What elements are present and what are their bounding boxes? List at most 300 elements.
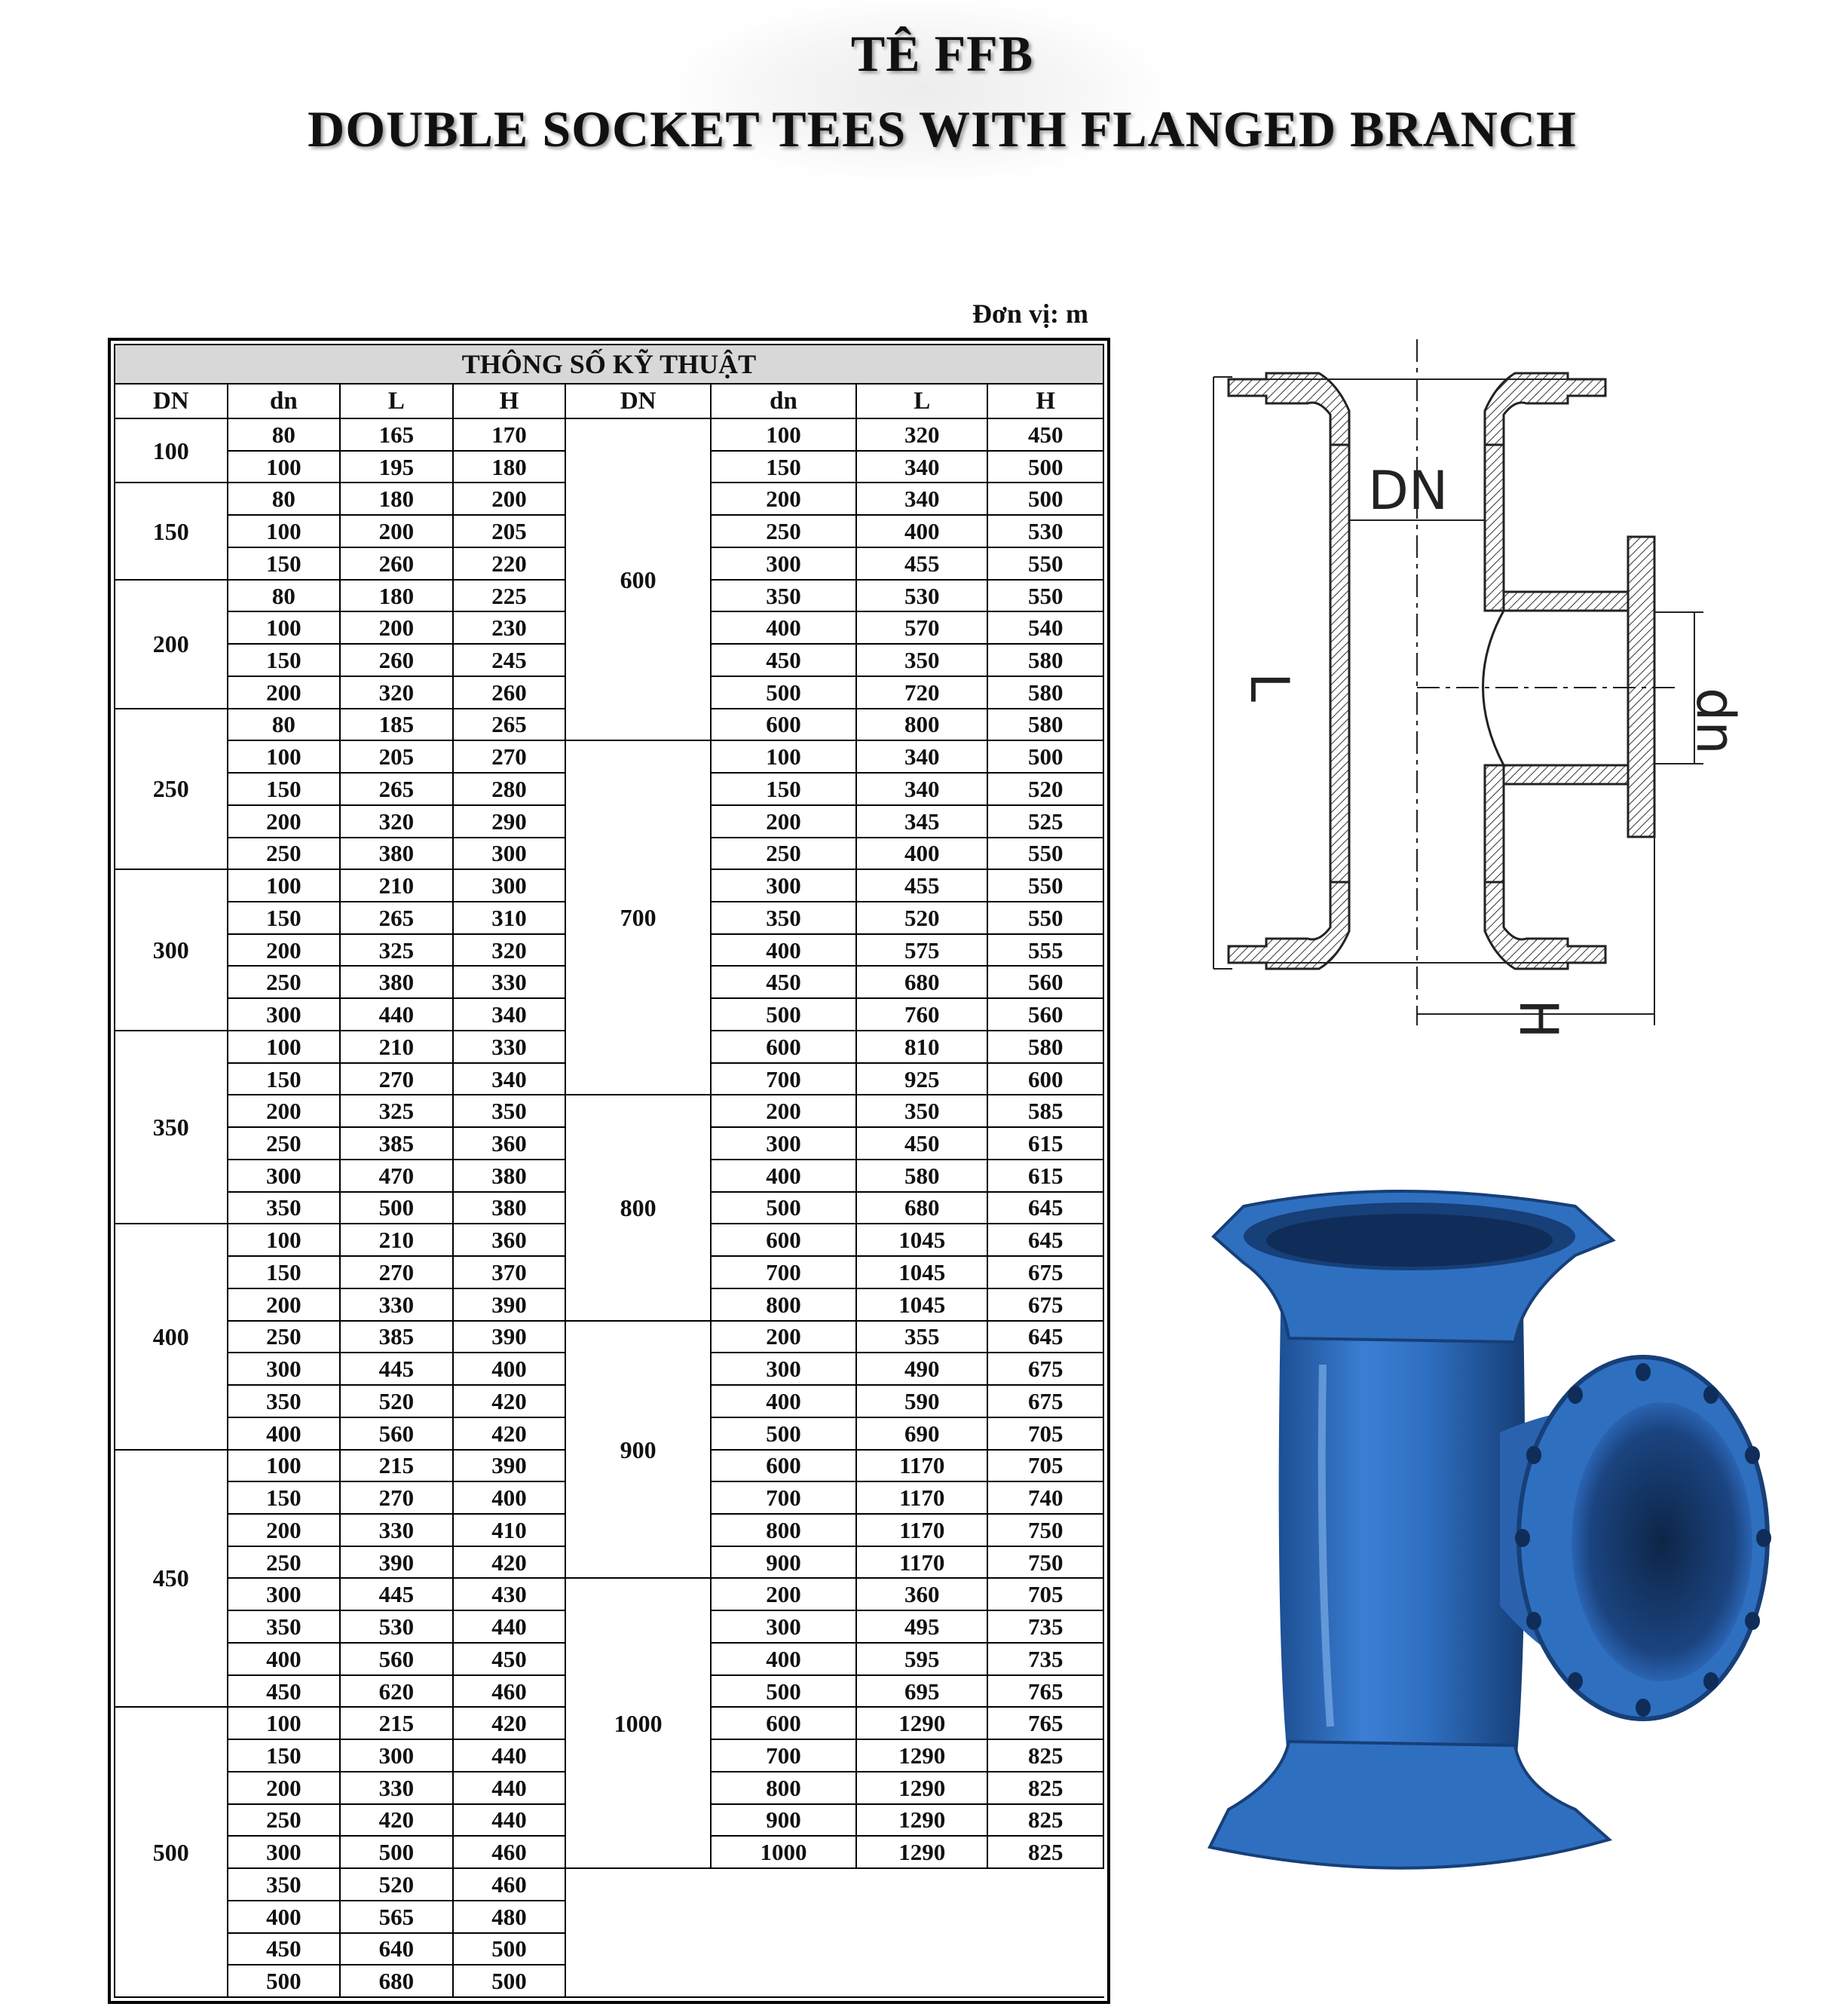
table-cell: 210 bbox=[340, 1224, 453, 1256]
table-cell: 320 bbox=[453, 934, 566, 967]
table-cell: 1290 bbox=[856, 1836, 987, 1868]
table-cell: 500 bbox=[711, 676, 856, 709]
right-dn-group: 1000 bbox=[565, 1578, 711, 1868]
table-cell: 1045 bbox=[856, 1256, 987, 1288]
table-cell: 520 bbox=[987, 773, 1103, 805]
table-cell: 470 bbox=[340, 1160, 453, 1192]
table-cell: 530 bbox=[987, 515, 1103, 547]
table-cell: 330 bbox=[340, 1288, 453, 1321]
table-cell: 640 bbox=[340, 1933, 453, 1965]
table-cell: 300 bbox=[228, 1836, 341, 1868]
column-header: DN bbox=[565, 384, 711, 418]
table-cell: 340 bbox=[453, 998, 566, 1031]
table-cell: 500 bbox=[228, 1965, 341, 1997]
table-cell: 1170 bbox=[856, 1481, 987, 1514]
barrel-right-wall-bottom bbox=[1485, 765, 1504, 882]
table-cell: 445 bbox=[340, 1578, 453, 1610]
table-cell: 705 bbox=[987, 1578, 1103, 1610]
table-cell: 500 bbox=[340, 1836, 453, 1868]
page-title-vi: TÊ FFB bbox=[850, 25, 1034, 82]
table-cell: 100 bbox=[228, 869, 341, 902]
table-cell: 100 bbox=[228, 1707, 341, 1739]
table-cell: 600 bbox=[711, 1031, 856, 1063]
table-cell: 150 bbox=[228, 773, 341, 805]
left-dn-group: 350 bbox=[115, 1031, 228, 1224]
table-cell: 925 bbox=[856, 1063, 987, 1095]
top-right-flange bbox=[1485, 373, 1605, 445]
dim-L-label: L bbox=[1238, 673, 1300, 702]
table-cell: 270 bbox=[453, 740, 566, 773]
table-cell: 750 bbox=[987, 1546, 1103, 1579]
table-cell: 350 bbox=[228, 1192, 341, 1224]
table-cell: 615 bbox=[987, 1160, 1103, 1192]
table-cell: 100 bbox=[711, 418, 856, 451]
table-cell: 450 bbox=[228, 1675, 341, 1708]
table-cell: 560 bbox=[987, 966, 1103, 998]
table-cell: 270 bbox=[340, 1256, 453, 1288]
column-header: H bbox=[453, 384, 566, 418]
table-cell: 800 bbox=[711, 1514, 856, 1546]
table-cell: 410 bbox=[453, 1514, 566, 1546]
table-cell: 440 bbox=[453, 1772, 566, 1804]
table-cell: 400 bbox=[856, 515, 987, 547]
table-cell: 200 bbox=[228, 934, 341, 967]
table-cell: 720 bbox=[856, 676, 987, 709]
table-cell: 150 bbox=[711, 773, 856, 805]
table-cell: 530 bbox=[856, 580, 987, 612]
table-cell: 325 bbox=[340, 1095, 453, 1127]
table-cell: 800 bbox=[711, 1288, 856, 1321]
table-cell: 735 bbox=[987, 1643, 1103, 1675]
table-cell: 150 bbox=[228, 1481, 341, 1514]
dim-dn-label: dn bbox=[1685, 688, 1746, 755]
table-cell: 205 bbox=[453, 515, 566, 547]
table-cell: 550 bbox=[987, 902, 1103, 934]
table-cell: 100 bbox=[228, 515, 341, 547]
left-dn-group: 400 bbox=[115, 1224, 228, 1449]
table-cell: 350 bbox=[453, 1095, 566, 1127]
table-cell: 220 bbox=[453, 547, 566, 580]
table-cell: 500 bbox=[987, 740, 1103, 773]
bottom-right-flange bbox=[1485, 882, 1605, 969]
table-cell: 100 bbox=[228, 1224, 341, 1256]
table-cell: 420 bbox=[453, 1546, 566, 1579]
table-cell: 320 bbox=[856, 418, 987, 451]
table-cell: 600 bbox=[987, 1063, 1103, 1095]
table-cell: 580 bbox=[987, 709, 1103, 741]
table-cell: 645 bbox=[987, 1321, 1103, 1353]
tee-section-drawing bbox=[1206, 332, 1756, 1040]
dim-H-label: H bbox=[1507, 999, 1569, 1039]
table-row bbox=[115, 1868, 1103, 1901]
table-cell: 420 bbox=[453, 1417, 566, 1450]
table-cell: 690 bbox=[856, 1417, 987, 1450]
table-cell: 450 bbox=[228, 1933, 341, 1965]
table-cell: 200 bbox=[228, 1514, 341, 1546]
column-header: L bbox=[340, 384, 453, 418]
table-cell: 340 bbox=[856, 483, 987, 515]
table-cell: 810 bbox=[856, 1031, 987, 1063]
table-cell: 200 bbox=[711, 1321, 856, 1353]
right-dn-group: 900 bbox=[565, 1321, 711, 1579]
table-cell: 1045 bbox=[856, 1288, 987, 1321]
top-left-flange bbox=[1229, 373, 1349, 445]
table-cell: 750 bbox=[987, 1514, 1103, 1546]
table-cell: 195 bbox=[340, 451, 453, 483]
table-cell: 400 bbox=[228, 1643, 341, 1675]
table-cell: 300 bbox=[340, 1739, 453, 1772]
table-cell: 385 bbox=[340, 1127, 453, 1160]
table-cell: 210 bbox=[340, 1031, 453, 1063]
table-cell: 555 bbox=[987, 934, 1103, 967]
table-cell: 700 bbox=[711, 1256, 856, 1288]
table-cell: 100 bbox=[711, 740, 856, 773]
table-cell: 480 bbox=[453, 1901, 566, 1933]
table-cell: 620 bbox=[340, 1675, 453, 1708]
table-cell: 200 bbox=[228, 1095, 341, 1127]
table-cell: 265 bbox=[340, 773, 453, 805]
table-cell: 340 bbox=[856, 773, 987, 805]
table-cell: 560 bbox=[340, 1643, 453, 1675]
table-cell: 150 bbox=[228, 1063, 341, 1095]
table-cell: 420 bbox=[453, 1707, 566, 1739]
table-cell: 350 bbox=[856, 1095, 987, 1127]
table-cell: 400 bbox=[711, 1160, 856, 1192]
table-cell: 825 bbox=[987, 1804, 1103, 1837]
table-cell: 500 bbox=[340, 1192, 453, 1224]
table-cell: 350 bbox=[228, 1610, 341, 1643]
table-cell: 825 bbox=[987, 1739, 1103, 1772]
table-cell: 450 bbox=[987, 418, 1103, 451]
table-cell: 350 bbox=[228, 1385, 341, 1417]
table-cell: 705 bbox=[987, 1417, 1103, 1450]
branch-bottom-wall bbox=[1504, 765, 1628, 784]
table-row bbox=[115, 418, 1103, 451]
table-cell: 530 bbox=[340, 1610, 453, 1643]
table-cell: 390 bbox=[453, 1321, 566, 1353]
table-cell: 900 bbox=[711, 1546, 856, 1579]
table-cell: 360 bbox=[856, 1578, 987, 1610]
table-cell: 270 bbox=[340, 1481, 453, 1514]
table-cell: 495 bbox=[856, 1610, 987, 1643]
table-cell: 675 bbox=[987, 1288, 1103, 1321]
table-cell: 645 bbox=[987, 1224, 1103, 1256]
table-cell: 300 bbox=[228, 1578, 341, 1610]
table-cell: 270 bbox=[340, 1063, 453, 1095]
bottom-left-flange bbox=[1229, 882, 1349, 969]
table-row bbox=[115, 1578, 1103, 1610]
table-cell: 200 bbox=[711, 1095, 856, 1127]
table-cell: 280 bbox=[453, 773, 566, 805]
table-cell: 600 bbox=[711, 1450, 856, 1482]
empty-cell bbox=[565, 1868, 1103, 1997]
unit-label: Đơn vị: m bbox=[972, 299, 1088, 329]
table-cell: 200 bbox=[228, 805, 341, 838]
table-cell: 645 bbox=[987, 1192, 1103, 1224]
table-cell: 550 bbox=[987, 869, 1103, 902]
table-cell: 695 bbox=[856, 1675, 987, 1708]
table-cell: 265 bbox=[340, 902, 453, 934]
table-cell: 300 bbox=[228, 1353, 341, 1385]
table-cell: 575 bbox=[856, 934, 987, 967]
table-cell: 500 bbox=[987, 451, 1103, 483]
table-cell: 200 bbox=[711, 805, 856, 838]
table-cell: 500 bbox=[987, 483, 1103, 515]
table-cell: 445 bbox=[340, 1353, 453, 1385]
table-cell: 100 bbox=[228, 1031, 341, 1063]
table-cell: 245 bbox=[453, 644, 566, 676]
left-dn-group: 100 bbox=[115, 418, 228, 483]
table-cell: 1170 bbox=[856, 1450, 987, 1482]
table-caption-row bbox=[115, 345, 1103, 384]
table-cell: 200 bbox=[228, 1288, 341, 1321]
table-cell: 100 bbox=[228, 1450, 341, 1482]
table-cell: 350 bbox=[228, 1868, 341, 1901]
table-cell: 680 bbox=[856, 1192, 987, 1224]
table-cell: 570 bbox=[856, 611, 987, 644]
table-cell: 600 bbox=[711, 1224, 856, 1256]
table-cell: 150 bbox=[228, 644, 341, 676]
table-cell: 680 bbox=[340, 1965, 453, 1997]
table-cell: 340 bbox=[856, 451, 987, 483]
table-cell: 400 bbox=[711, 611, 856, 644]
column-header: H bbox=[987, 384, 1103, 418]
table-cell: 765 bbox=[987, 1675, 1103, 1708]
table-cell: 700 bbox=[711, 1481, 856, 1514]
left-dn-group: 250 bbox=[115, 709, 228, 870]
table-cell: 735 bbox=[987, 1610, 1103, 1643]
table-cell: 380 bbox=[340, 838, 453, 870]
table-cell: 300 bbox=[228, 1160, 341, 1192]
table-cell: 460 bbox=[453, 1675, 566, 1708]
table-cell: 550 bbox=[987, 838, 1103, 870]
table-cell: 265 bbox=[453, 709, 566, 741]
table-cell: 500 bbox=[711, 1417, 856, 1450]
table-cell: 400 bbox=[711, 1643, 856, 1675]
barrel-body bbox=[1279, 1274, 1526, 1779]
table-cell: 500 bbox=[453, 1933, 566, 1965]
branch-opening bbox=[1572, 1402, 1752, 1681]
table-cell: 675 bbox=[987, 1256, 1103, 1288]
table-cell: 450 bbox=[453, 1643, 566, 1675]
bottom-socket bbox=[1210, 1742, 1609, 1868]
table-cell: 300 bbox=[228, 998, 341, 1031]
left-dn-group: 300 bbox=[115, 869, 228, 1031]
table-cell: 300 bbox=[711, 1127, 856, 1160]
table-cell: 300 bbox=[711, 1610, 856, 1643]
table-cell: 350 bbox=[711, 902, 856, 934]
table-cell: 385 bbox=[340, 1321, 453, 1353]
table-cell: 250 bbox=[228, 1127, 341, 1160]
right-dn-group: 600 bbox=[565, 418, 711, 740]
table-cell: 580 bbox=[987, 676, 1103, 709]
table-cell: 185 bbox=[340, 709, 453, 741]
table-cell: 700 bbox=[711, 1739, 856, 1772]
table-cell: 200 bbox=[711, 483, 856, 515]
table-cell: 260 bbox=[340, 644, 453, 676]
table-cell: 100 bbox=[228, 451, 341, 483]
table-cell: 440 bbox=[340, 998, 453, 1031]
page-title-en: DOUBLE SOCKET TEES WITH FLANGED BRANCH bbox=[308, 100, 1577, 158]
left-dn-group: 450 bbox=[115, 1450, 228, 1708]
left-dn-group: 200 bbox=[115, 580, 228, 709]
table-cell: 800 bbox=[711, 1772, 856, 1804]
dim-DN-label: DN bbox=[1368, 460, 1449, 522]
table-cell: 360 bbox=[453, 1224, 566, 1256]
table-cell: 150 bbox=[228, 1739, 341, 1772]
table-cell: 250 bbox=[228, 966, 341, 998]
table-cell: 1290 bbox=[856, 1804, 987, 1837]
table-cell: 705 bbox=[987, 1450, 1103, 1482]
table-cell: 450 bbox=[856, 1127, 987, 1160]
table-cell: 580 bbox=[987, 1031, 1103, 1063]
table-cell: 400 bbox=[711, 1385, 856, 1417]
table-cell: 390 bbox=[453, 1288, 566, 1321]
table-cell: 1170 bbox=[856, 1514, 987, 1546]
table-cell: 400 bbox=[453, 1481, 566, 1514]
table-cell: 80 bbox=[228, 483, 341, 515]
table-cell: 550 bbox=[987, 580, 1103, 612]
table-header-row bbox=[115, 384, 1103, 418]
table-cell: 215 bbox=[340, 1707, 453, 1739]
table-cell: 450 bbox=[711, 644, 856, 676]
table-cell: 165 bbox=[340, 418, 453, 451]
table-cell: 540 bbox=[987, 611, 1103, 644]
column-header: L bbox=[856, 384, 987, 418]
barrel-left-wall bbox=[1330, 445, 1349, 882]
table-cell: 380 bbox=[453, 1192, 566, 1224]
table-cell: 250 bbox=[228, 838, 341, 870]
table-cell: 525 bbox=[987, 805, 1103, 838]
table-cell: 325 bbox=[340, 934, 453, 967]
table-cell: 330 bbox=[453, 966, 566, 998]
table-cell: 150 bbox=[228, 902, 341, 934]
spec-table-frame bbox=[108, 338, 1110, 2004]
table-cell: 615 bbox=[987, 1127, 1103, 1160]
table-cell: 340 bbox=[453, 1063, 566, 1095]
table-cell: 400 bbox=[711, 934, 856, 967]
table-cell: 460 bbox=[453, 1868, 566, 1901]
table-cell: 500 bbox=[711, 1675, 856, 1708]
table-cell: 355 bbox=[856, 1321, 987, 1353]
table-cell: 360 bbox=[453, 1127, 566, 1160]
table-cell: 300 bbox=[711, 547, 856, 580]
table-cell: 430 bbox=[453, 1578, 566, 1610]
table-cell: 420 bbox=[453, 1385, 566, 1417]
table-cell: 1290 bbox=[856, 1772, 987, 1804]
table-cell: 400 bbox=[453, 1353, 566, 1385]
table-cell: 330 bbox=[453, 1031, 566, 1063]
table-row bbox=[115, 1321, 1103, 1353]
table-cell: 350 bbox=[711, 580, 856, 612]
table-cell: 250 bbox=[228, 1546, 341, 1579]
left-dn-group: 500 bbox=[115, 1707, 228, 1997]
table-cell: 320 bbox=[340, 805, 453, 838]
table-cell: 290 bbox=[453, 805, 566, 838]
table-cell: 760 bbox=[856, 998, 987, 1031]
table-cell: 440 bbox=[453, 1739, 566, 1772]
table-cell: 80 bbox=[228, 418, 341, 451]
table-cell: 565 bbox=[340, 1901, 453, 1933]
table-cell: 520 bbox=[856, 902, 987, 934]
table-cell: 390 bbox=[453, 1450, 566, 1482]
column-header: dn bbox=[228, 384, 341, 418]
table-cell: 215 bbox=[340, 1450, 453, 1482]
table-cell: 200 bbox=[228, 676, 341, 709]
right-dn-group: 800 bbox=[565, 1095, 711, 1320]
table-row bbox=[115, 1095, 1103, 1127]
table-cell: 460 bbox=[453, 1836, 566, 1868]
table-cell: 200 bbox=[340, 611, 453, 644]
table-cell: 520 bbox=[340, 1868, 453, 1901]
table-cell: 500 bbox=[711, 998, 856, 1031]
table-cell: 500 bbox=[453, 1965, 566, 1997]
table-cell: 675 bbox=[987, 1385, 1103, 1417]
table-cell: 740 bbox=[987, 1481, 1103, 1514]
table-cell: 370 bbox=[453, 1256, 566, 1288]
table-cell: 300 bbox=[453, 838, 566, 870]
table-cell: 440 bbox=[453, 1804, 566, 1837]
table-cell: 420 bbox=[340, 1804, 453, 1837]
table-cell: 300 bbox=[711, 1353, 856, 1385]
table-cell: 1045 bbox=[856, 1224, 987, 1256]
table-cell: 80 bbox=[228, 709, 341, 741]
table-cell: 150 bbox=[228, 1256, 341, 1288]
table-cell: 490 bbox=[856, 1353, 987, 1385]
table-cell: 600 bbox=[711, 709, 856, 741]
table-cell: 500 bbox=[711, 1192, 856, 1224]
table-cell: 440 bbox=[453, 1610, 566, 1643]
table-cell: 260 bbox=[453, 676, 566, 709]
table-cell: 230 bbox=[453, 611, 566, 644]
table-cell: 560 bbox=[340, 1417, 453, 1450]
table-cell: 560 bbox=[987, 998, 1103, 1031]
table-cell: 580 bbox=[856, 1160, 987, 1192]
table-cell: 380 bbox=[453, 1160, 566, 1192]
table-cell: 300 bbox=[711, 869, 856, 902]
table-cell: 340 bbox=[856, 740, 987, 773]
tee-product-illustration bbox=[1198, 1184, 1786, 1900]
table-cell: 320 bbox=[340, 676, 453, 709]
table-cell: 1170 bbox=[856, 1546, 987, 1579]
table-cell: 100 bbox=[228, 611, 341, 644]
table-cell: 180 bbox=[340, 483, 453, 515]
table-cell: 595 bbox=[856, 1643, 987, 1675]
table-cell: 700 bbox=[711, 1063, 856, 1095]
table-cell: 180 bbox=[340, 580, 453, 612]
table-cell: 80 bbox=[228, 580, 341, 612]
table-cell: 250 bbox=[711, 515, 856, 547]
table-cell: 450 bbox=[711, 966, 856, 998]
table-cell: 520 bbox=[340, 1385, 453, 1417]
table-cell: 550 bbox=[987, 547, 1103, 580]
table-caption: THÔNG SỐ KỸ THUẬT bbox=[115, 345, 1103, 384]
table-cell: 180 bbox=[453, 451, 566, 483]
table-cell: 590 bbox=[856, 1385, 987, 1417]
table-cell: 400 bbox=[228, 1901, 341, 1933]
spec-table bbox=[114, 344, 1104, 1998]
table-cell: 1290 bbox=[856, 1739, 987, 1772]
table-cell: 825 bbox=[987, 1836, 1103, 1868]
table-cell: 800 bbox=[856, 709, 987, 741]
table-row bbox=[115, 740, 1103, 773]
barrel-right-wall-top bbox=[1485, 445, 1504, 611]
table-cell: 150 bbox=[228, 547, 341, 580]
table-cell: 1000 bbox=[711, 1836, 856, 1868]
table-cell: 225 bbox=[453, 580, 566, 612]
table-cell: 250 bbox=[711, 838, 856, 870]
table-cell: 100 bbox=[228, 740, 341, 773]
